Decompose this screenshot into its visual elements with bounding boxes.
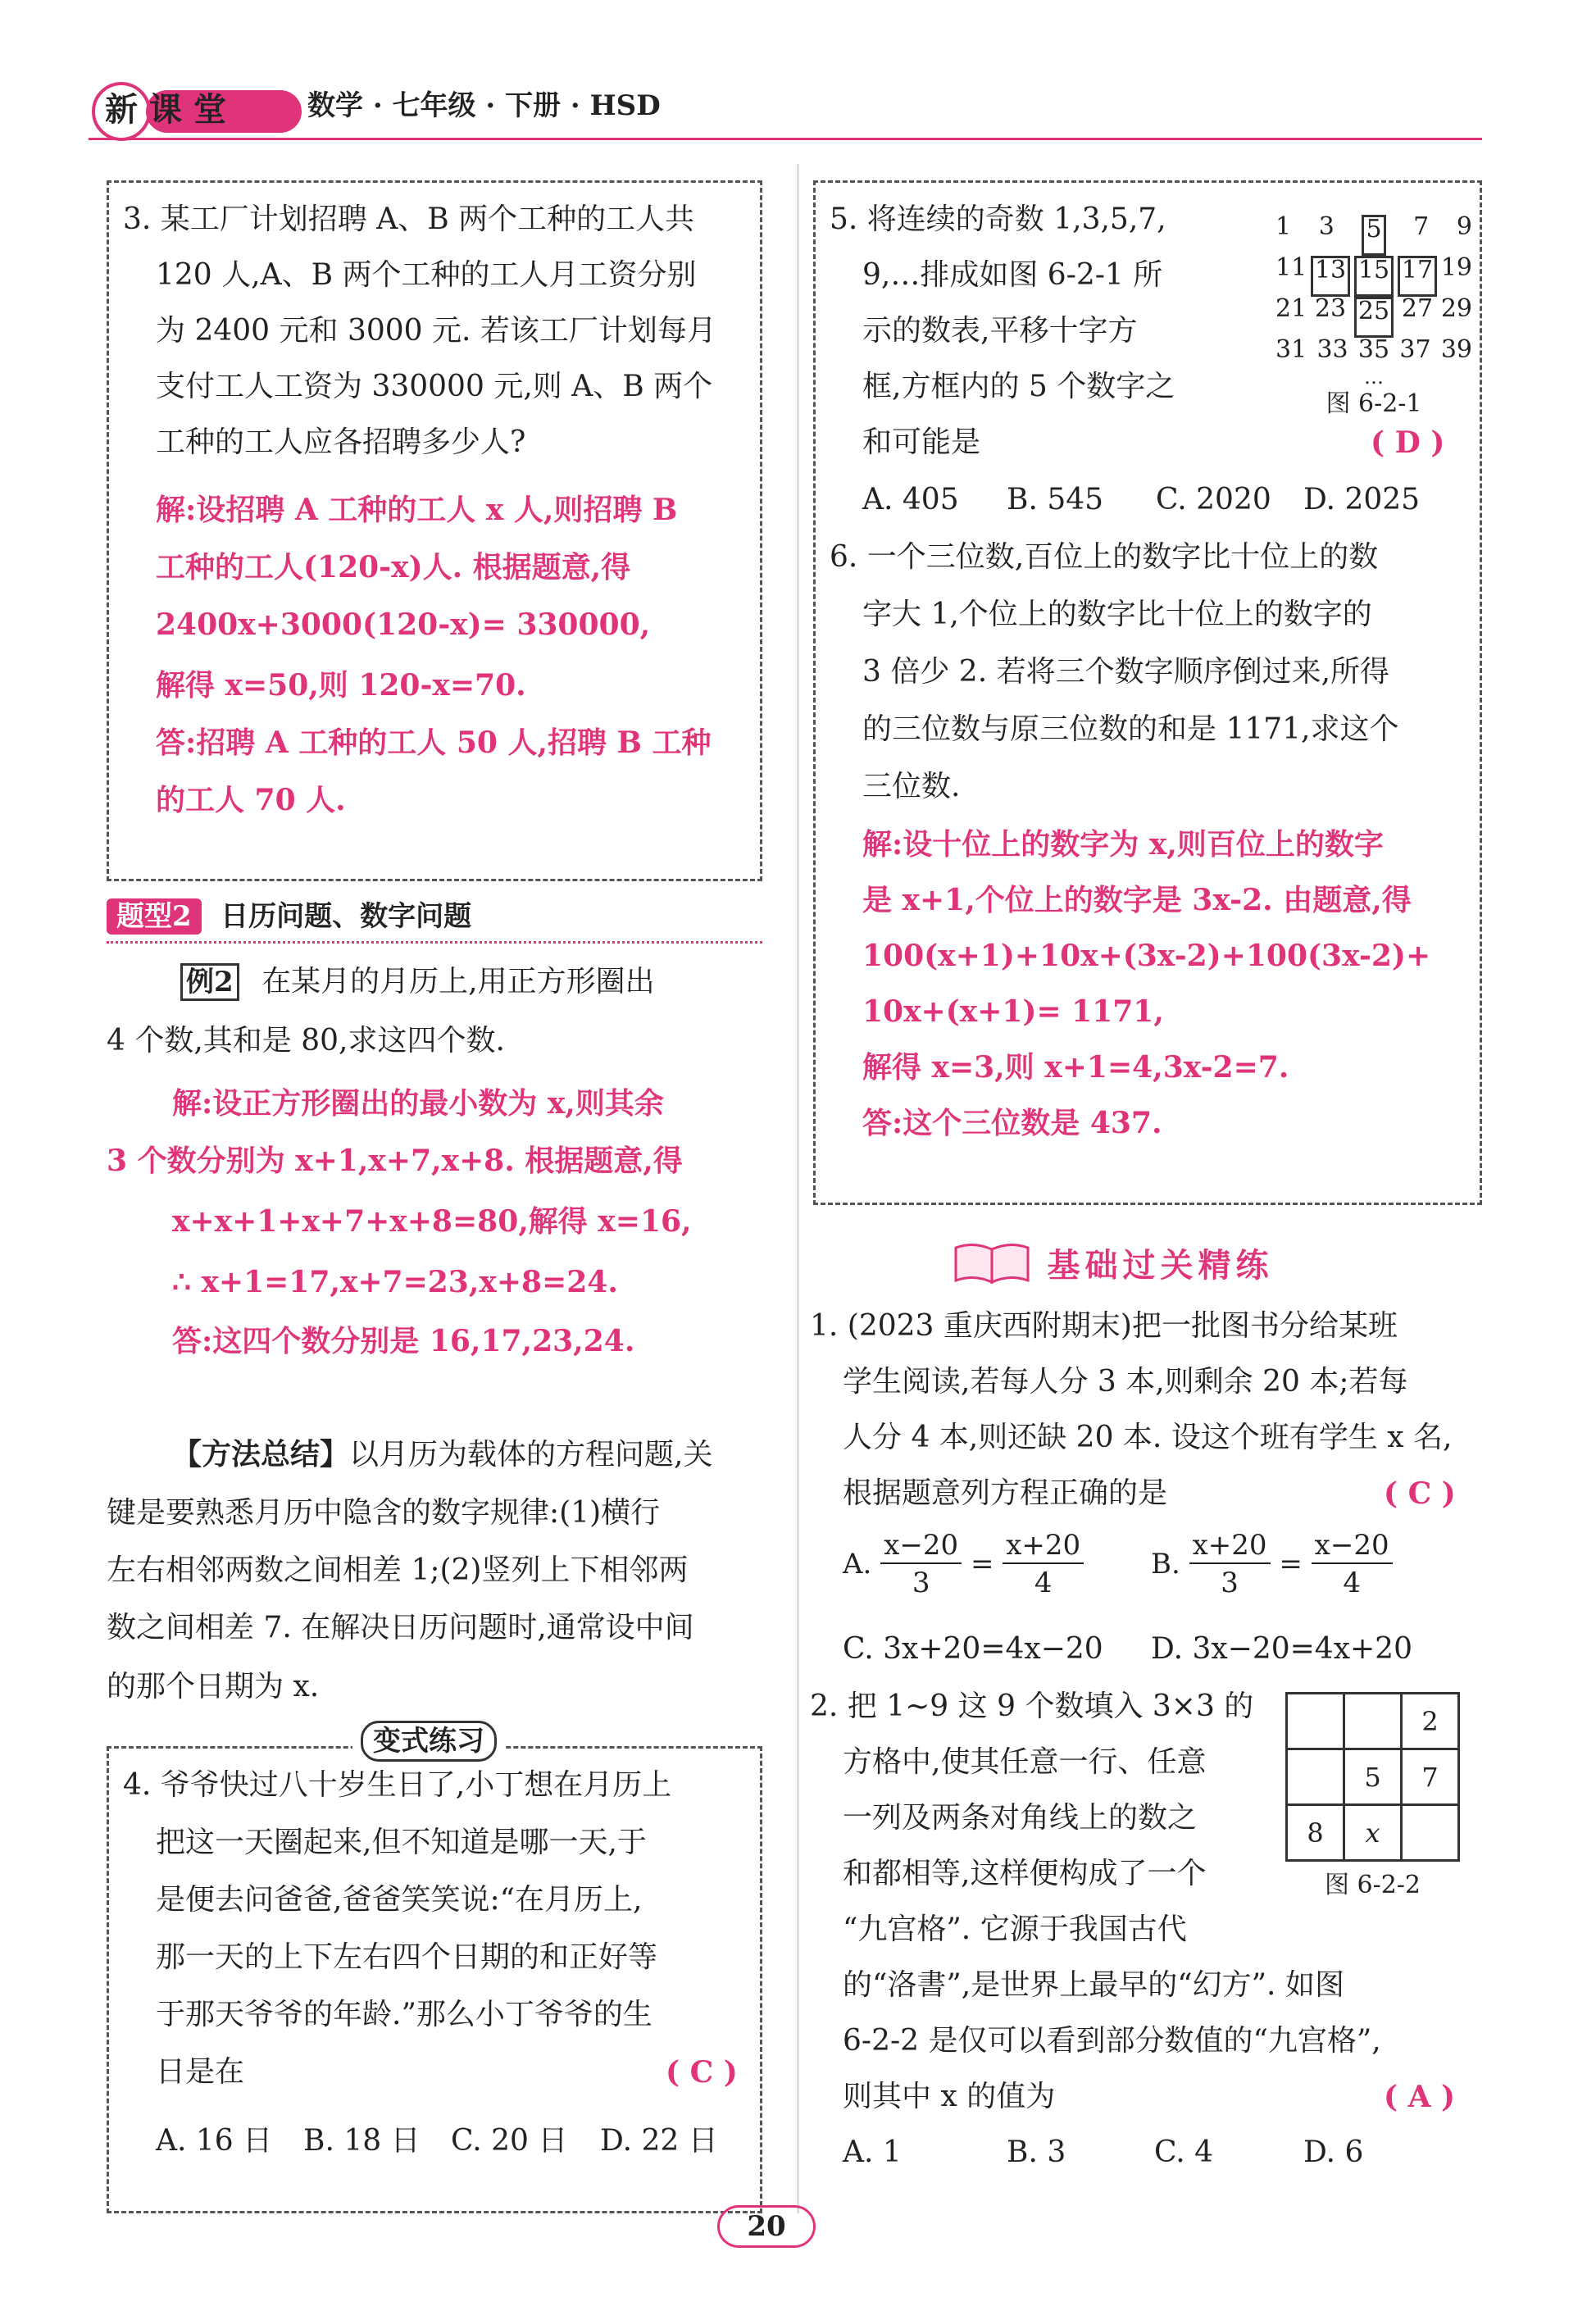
example2-sol-4: ∴ x+1=17,x+7=23,x+8=24.	[172, 1265, 618, 1299]
odd-cell-framed: 15	[1354, 256, 1394, 297]
q5-option-d: D. 2025	[1303, 483, 1421, 516]
p1-option-b-left-fraction	[1189, 1531, 1271, 1597]
odd-cell: 39	[1440, 335, 1472, 364]
q5-option-a: A. 405	[862, 483, 959, 516]
q5-option-c: C. 2020	[1156, 483, 1271, 516]
magic-cell: 2	[1402, 1694, 1459, 1749]
method-line-3: 左右相邻两数之间相差 1;(2)竖列上下相邻两	[107, 1553, 689, 1587]
p2-line-7: 6-2-2 是仅可以看到部分数值的“九宫格”,	[843, 2024, 1381, 2058]
q6-line-1: 6. 一个三位数,百位上的数字比十位上的数	[830, 540, 1379, 574]
frac-numerator: x+20	[1003, 1531, 1084, 1564]
odd-cell: 21	[1275, 294, 1307, 323]
q5-option-b: B. 545	[1007, 483, 1104, 516]
p1-option-d: D. 3x−20=4x+20	[1151, 1632, 1412, 1666]
magic-cell	[1344, 1694, 1402, 1749]
p1-option-b-label: B.	[1151, 1548, 1180, 1581]
q6-sol-5: 解得 x=3,则 x+1=4,3x-2=7.	[862, 1050, 1289, 1085]
p2-line-3: 一列及两条对角线上的数之	[843, 1801, 1198, 1835]
method-line-4: 数之间相差 7. 在解决日历问题时,通常设中间	[107, 1611, 694, 1644]
book-icon	[951, 1238, 1033, 1293]
fig-6-2-2-caption: 图 6-2-2	[1324, 1871, 1421, 1899]
q6-line-4: 的三位数与原三位数的和是 1171,求这个	[862, 712, 1399, 746]
section2-header	[107, 902, 762, 943]
p1-option-b	[1151, 1531, 1393, 1597]
magic-cell	[1402, 1805, 1459, 1861]
q4-option-a: A. 16 日	[156, 2124, 273, 2158]
frac-denominator: 3	[1221, 1567, 1239, 1599]
odd-cell: 9	[1456, 212, 1472, 241]
method-line-2: 键是要熟悉月历中隐含的数字规律:(1)横行	[107, 1496, 661, 1530]
p2-option-c: C. 4	[1154, 2135, 1214, 2169]
p2-option-d: D. 6	[1303, 2135, 1364, 2169]
p2-line-8: 则其中 x 的值为	[843, 2080, 1056, 2113]
q4-option-b: B. 18 日	[303, 2124, 421, 2158]
p1-option-a-equals: =	[970, 1548, 994, 1581]
odd-cell-framed: 13	[1311, 256, 1350, 297]
method-line-1	[172, 1437, 713, 1471]
q4-line-3: 是便去问爸爸,爸爸笑笑说:“在月历上,	[156, 1883, 643, 1917]
odd-cell: 31	[1275, 335, 1307, 364]
frac-numerator: x−20	[880, 1531, 962, 1564]
q3-sol-3: 2400x+3000(120-x)= 330000,	[156, 607, 651, 642]
example2-text-1: 在某月的月历上,用正方形圈出	[261, 965, 655, 998]
odd-cell-framed: 25	[1354, 297, 1394, 338]
q4-line-2: 把这一天圈起来,但不知道是哪一天,于	[156, 1826, 647, 1859]
q4-answer: ( C )	[666, 2055, 738, 2090]
p2-line-2: 方格中,使其任意一行、任意	[843, 1745, 1207, 1779]
p2-answer: ( A )	[1384, 2080, 1456, 2114]
q3-line-1: 3. 某工厂计划招聘 A、B 两个工种的工人共	[123, 202, 695, 236]
odd-cell: 7	[1413, 212, 1430, 241]
book-subtitle: 数学 · 七年级 · 下册 · HSD	[307, 89, 661, 122]
q3-line-4: 支付工人工资为 330000 元,则 A、B 两个	[156, 370, 713, 403]
q5-line-4: 框,方框内的 5 个数字之	[862, 370, 1175, 403]
example2-tag: 例2	[180, 963, 239, 1001]
odd-cell: 37	[1399, 335, 1431, 364]
example2-sol-5: 答:这四个数分别是 16,17,23,24.	[172, 1324, 635, 1358]
section2-title: 日历问题、数字问题	[221, 900, 472, 933]
example2-line-1	[180, 967, 655, 997]
header-divider	[89, 138, 1482, 140]
frac-numerator: x+20	[1189, 1531, 1271, 1564]
odd-number-table	[1275, 212, 1472, 418]
p1-option-c: C. 3x+20=4x−20	[843, 1632, 1103, 1666]
p1-line-4: 根据题意列方程正确的是	[843, 1476, 1168, 1510]
magic-square	[1285, 1692, 1460, 1898]
p2-line-4: 和都相等,这样便构成了一个	[843, 1857, 1207, 1890]
magic-cell: 5	[1344, 1749, 1402, 1805]
method-line-5: 的那个日期为 x.	[107, 1670, 320, 1703]
example2-line-2: 4 个数,其和是 80,求这四个数.	[107, 1024, 505, 1057]
odd-row-3	[1275, 294, 1472, 338]
q6-line-3: 3 倍少 2. 若将三个数字顺序倒过来,所得	[862, 655, 1390, 689]
p1-answer: ( C )	[1384, 1476, 1456, 1511]
magic-square-grid	[1285, 1692, 1460, 1862]
q5-line-1: 5. 将连续的奇数 1,3,5,7,	[830, 202, 1166, 236]
q6-sol-4: 10x+(x+1)= 1171,	[862, 994, 1164, 1029]
p2-option-a: A. 1	[843, 2135, 902, 2169]
fig-6-2-1-caption: 图 6-2-1	[1325, 389, 1422, 418]
variant-label-wrap	[352, 1726, 505, 1756]
q4-line-1: 4. 爷爷快过八十岁生日了,小丁想在月历上	[123, 1768, 672, 1802]
q5-line-5: 和可能是	[862, 425, 981, 459]
q6-line-5: 三位数.	[862, 770, 961, 803]
p1-option-a-left-fraction	[880, 1531, 962, 1597]
p2-line-1: 2. 把 1~9 这 9 个数填入 3×3 的	[810, 1690, 1254, 1723]
p1-line-2: 学生阅读,若每人分 3 本,则剩余 20 本;若每	[843, 1365, 1408, 1399]
odd-cell: 33	[1316, 335, 1348, 364]
odd-cell: 1	[1275, 212, 1292, 241]
q6-sol-6: 答:这个三位数是 437.	[862, 1106, 1162, 1140]
q4-line-4: 那一天的上下左右四个日期的和正好等	[156, 1940, 658, 1974]
q6-sol-3: 100(x+1)+10x+(3x-2)+100(3x-2)+	[862, 939, 1431, 973]
practice-title: 基础过关精练	[1047, 1245, 1274, 1285]
q5-answer: ( D )	[1371, 425, 1445, 460]
p1-option-b-equals: =	[1279, 1548, 1303, 1581]
p1-line-3: 人分 4 本,则还缺 20 本. 设这个班有学生 x 名,	[843, 1421, 1453, 1454]
p1-option-a-label: A.	[843, 1548, 872, 1581]
odd-cell: 23	[1314, 294, 1347, 323]
brand-logo	[89, 79, 306, 144]
q6-sol-2: 是 x+1,个位上的数字是 3x-2. 由题意,得	[862, 883, 1412, 917]
q3-sol-4: 解得 x=50,则 120-x=70.	[156, 668, 526, 703]
q3-line-2: 120 人,A、B 两个工种的工人月工资分别	[156, 258, 697, 292]
q6-sol-1: 解:设十位上的数字为 x,则百位上的数字	[862, 827, 1384, 862]
p1-option-b-right-fraction	[1312, 1531, 1393, 1597]
magic-cell	[1287, 1694, 1344, 1749]
odd-dots: …	[1364, 366, 1384, 389]
column-divider	[797, 164, 799, 2213]
magic-cell: 7	[1402, 1749, 1459, 1805]
magic-cell	[1287, 1749, 1344, 1805]
q4-option-d: D. 22 日	[600, 2124, 718, 2158]
odd-cell-framed: 17	[1398, 256, 1437, 297]
q3-sol-5: 答:招聘 A 工种的工人 50 人,招聘 B 工种	[156, 725, 712, 760]
odd-cell: 19	[1440, 253, 1472, 282]
p2-option-b: B. 3	[1007, 2135, 1066, 2169]
p1-line-1: 1. (2023 重庆西附期末)把一批图书分给某班	[810, 1309, 1398, 1343]
example2-sol-1: 解:设正方形圈出的最小数为 x,则其余	[172, 1086, 664, 1121]
q5-line-2: 9,…排成如图 6-2-1 所	[862, 258, 1163, 292]
method-tag: 【方法总结】	[172, 1437, 350, 1471]
example2-sol-2: 3 个数分别为 x+1,x+7,x+8. 根据题意,得	[107, 1144, 683, 1178]
magic-cell: 8	[1287, 1805, 1344, 1861]
frac-denominator: 4	[1034, 1567, 1053, 1599]
q3-sol-6: 的工人 70 人.	[156, 783, 346, 817]
method-text-1: 以月历为载体的方程问题,关	[349, 1438, 713, 1471]
logo-text: 新课堂	[105, 90, 238, 129]
variant-label: 变式练习	[361, 1721, 497, 1762]
q3-line-3: 为 2400 元和 3000 元. 若该工厂计划每月	[156, 314, 716, 348]
p1-option-a	[843, 1531, 1084, 1597]
odd-cell-framed: 5	[1362, 215, 1385, 256]
section2-underline	[107, 941, 762, 944]
q3-sol-1: 解:设招聘 A 工种的工人 x 人,则招聘 B	[156, 493, 678, 527]
p2-line-6: 的“洛書”,是世界上最早的“幻方”. 如图	[843, 1968, 1344, 2002]
magic-cell-x: x	[1344, 1805, 1402, 1861]
odd-cell: 3	[1318, 212, 1335, 241]
page-number: 20	[717, 2205, 816, 2248]
p2-line-5: “九宫格”. 它源于我国古代	[843, 1913, 1187, 1946]
q4-line-6: 日是在	[156, 2055, 245, 2089]
p1-option-a-right-fraction	[1003, 1531, 1084, 1597]
section2-tag: 题型2	[107, 898, 202, 935]
q4-option-c: C. 20 日	[451, 2124, 568, 2158]
q3-line-5: 工种的工人应各招聘多少人?	[156, 425, 526, 459]
frac-denominator: 4	[1343, 1567, 1361, 1599]
frac-denominator: 3	[912, 1567, 930, 1599]
odd-row-2	[1275, 253, 1472, 297]
q6-line-2: 字大 1,个位上的数字比十位上的数字的	[862, 598, 1372, 631]
q3-sol-2: 工种的工人(120-x)人. 根据题意,得	[156, 550, 631, 584]
odd-cell: 29	[1440, 294, 1472, 323]
practice-header	[951, 1238, 1273, 1287]
q5-line-3: 示的数表,平移十字方	[862, 314, 1138, 348]
odd-cell: 27	[1401, 294, 1434, 323]
odd-row-1	[1275, 212, 1472, 256]
odd-cell: 35	[1357, 335, 1390, 364]
frac-numerator: x−20	[1312, 1531, 1393, 1564]
odd-cell: 11	[1275, 253, 1307, 282]
q4-line-5: 于那天爷爷的年龄.”那么小丁爷爷的生	[156, 1998, 652, 2031]
example2-sol-3: x+x+1+x+7+x+8=80,解得 x=16,	[172, 1204, 692, 1239]
